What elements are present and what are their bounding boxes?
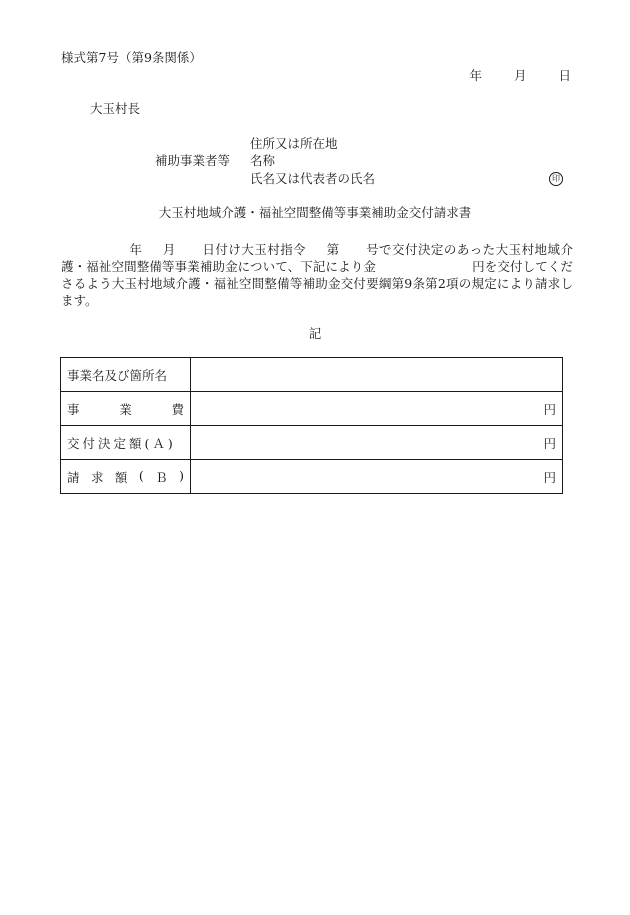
representative-label: 氏名又は代表者の氏名 [250, 171, 376, 186]
claim-amount-unit: 円 [191, 460, 563, 494]
date-year: 年 [469, 68, 482, 83]
claim-amount-char: 請 [67, 469, 80, 485]
date-month: 月 [513, 68, 527, 83]
table-row [61, 358, 563, 392]
body-dai: 第 [326, 242, 340, 257]
claim-amount-char: ) [179, 467, 184, 483]
project-cost-char: 事 [67, 401, 80, 417]
body-text-2: 号で交付決定のあった大玉村地域介護・福祉空間整備等事業補助金について、下記により金 [61, 242, 573, 274]
date-day: 日 [558, 68, 571, 83]
claim-amount-char: Ｂ [155, 469, 168, 485]
project-cost-char: 業 [119, 401, 132, 417]
addressee: 大玉村長 [90, 101, 141, 116]
table-row [61, 426, 563, 460]
table-row [61, 460, 563, 494]
decision-amount-unit: 円 [191, 426, 563, 460]
project-cost-char: 費 [171, 401, 184, 417]
claim-amount-char: 求 [90, 469, 104, 485]
applicant-label: 補助事業者等 [155, 153, 231, 168]
project-cost-label [61, 392, 191, 426]
name-label: 名称 [250, 153, 276, 168]
ki-heading: 記 [308, 326, 322, 341]
body-year: 年 [129, 242, 143, 257]
table-row [61, 392, 563, 426]
project-name-label: 事業名及び箇所名 [61, 358, 191, 392]
project-name-value [191, 358, 563, 392]
details-table [60, 357, 563, 494]
claim-amount-char: ( [138, 467, 144, 483]
document-title: 大玉村地域介護・福祉空間整備等事業補助金交付請求書 [158, 205, 472, 220]
claim-amount-label [61, 460, 191, 494]
request-body [61, 241, 573, 309]
body-month: 月 [162, 242, 176, 257]
form-number: 様式第7号（第9条関係） [61, 50, 202, 65]
project-cost-unit: 円 [191, 392, 563, 426]
seal-mark: 印 [549, 172, 563, 186]
body-text-1: 日付け大玉村指令 [201, 242, 307, 257]
date-line [469, 70, 571, 83]
claim-amount-char: 額 [114, 469, 128, 485]
decision-amount-label: 交付決定額(Ａ) [61, 426, 191, 460]
address-label: 住所又は所在地 [250, 136, 338, 151]
body-text-3: 円を交付してくださるよう大玉村地域介護・福祉空間整備等補助金交付要綱第9条第2項の規定により請求します。 [61, 259, 573, 308]
